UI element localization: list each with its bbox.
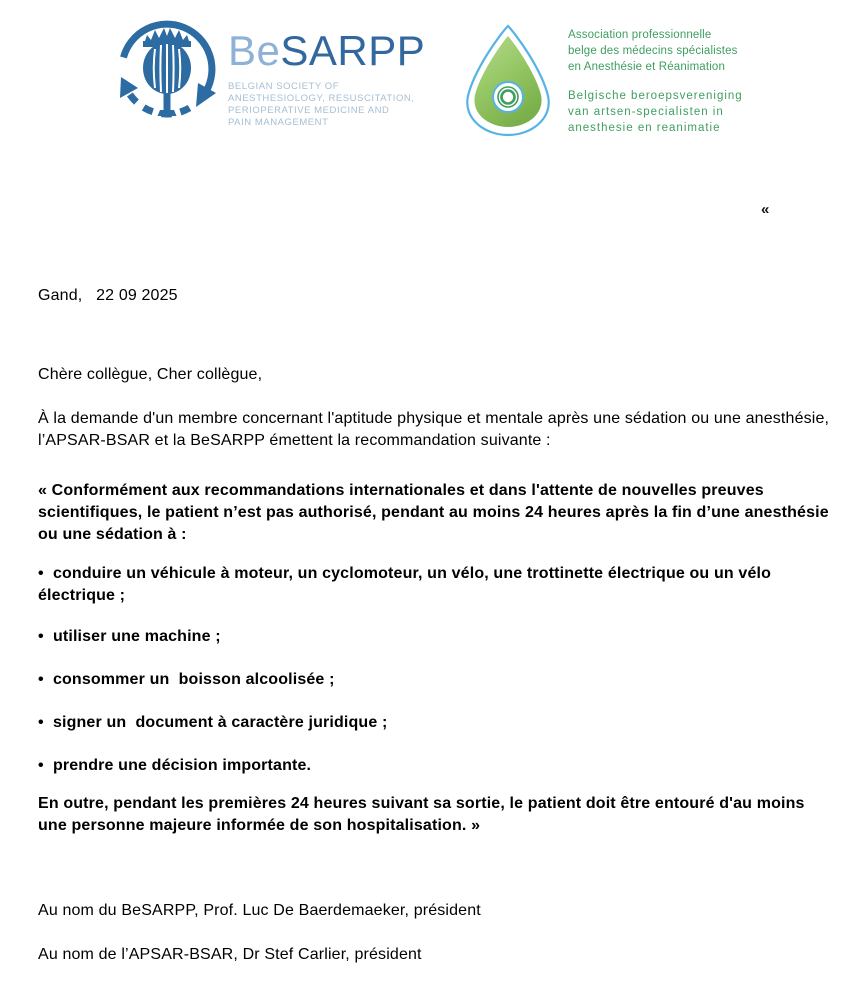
- besarpp-logo-text: [228, 28, 448, 129]
- wordmark-sarpp: SARPP: [280, 27, 426, 74]
- anesthesia-mask-icon: [456, 20, 560, 144]
- subtitle-line: PAIN MANAGEMENT: [228, 117, 329, 128]
- apsar-text-line: anesthesie en reanimatie: [568, 122, 721, 134]
- apsar-text-line: en Anesthésie et Réanimation: [568, 61, 725, 73]
- recommendation-item: • prendre une décision importante.: [38, 757, 312, 774]
- dateline: Gand, 22 09 2025: [38, 287, 178, 304]
- salutation: Chère collègue, Cher collègue,: [38, 366, 263, 383]
- apsar-logo-text: [568, 27, 743, 136]
- recommendation-item: • consommer un boisson alcoolisée ;: [38, 671, 335, 688]
- recommendation-item: • signer un document à caractère juridique ;: [38, 714, 388, 731]
- apsar-dutch-lines: [568, 88, 743, 136]
- intro-paragraph: À la demande d'un membre concernant l'aptitude physique et mentale après une sédation ou une anesthésie, l’APSAR-BSAR et la BeSARPP émettent la recommandation suivante :: [38, 410, 834, 449]
- subtitle-line: PERIOPERATIVE MEDICINE AND: [228, 105, 390, 116]
- recommendation-opening: « Conformément aux recommandations internationales et dans l'attente de nouvelles preuves scientifiques, le patient n’est pas authorisé, pendant au moins 24 heures après la fin d’une anesthésie ou une sédation à :: [38, 482, 834, 543]
- besarpp-wordmark: [228, 28, 448, 74]
- recommendation-item: • conduire un véhicule à moteur, un cyclomoteur, un vélo, une trottinette électrique ou un vélo électrique ;: [38, 565, 776, 604]
- letter-body: [38, 285, 832, 966]
- subtitle-line: ANESTHESIOLOGY, RESUSCITATION,: [228, 93, 415, 104]
- apsar-text-line: Belgische beroepsvereniging: [568, 90, 743, 102]
- recommendation-closing: En outre, pendant les premières 24 heures suivant sa sortie, le patient doit être entouré d'au moins une personne majeure informée de son hospitalisation. »: [38, 795, 810, 834]
- wordmark-be: Be: [228, 27, 281, 74]
- apsar-text-line: Association professionnelle: [568, 29, 712, 41]
- apsar-text-line: belge des médecins spécialistes: [568, 45, 738, 57]
- subtitle-line: BELGIAN SOCIETY OF: [228, 81, 340, 92]
- apsar-text-line: van artsen-specialisten in: [568, 106, 724, 118]
- signature-line: Au nom de l’APSAR-BSAR, Dr Stef Carlier, président: [38, 946, 422, 963]
- besarpp-subtitle: [228, 81, 448, 129]
- poppy-circular-arrows-icon: [114, 13, 224, 127]
- signature-line: Au nom du BeSARPP, Prof. Luc De Baerdemaeker, président: [38, 902, 481, 919]
- apsar-french-lines: [568, 27, 743, 75]
- recommendation-item: • utiliser une machine ;: [38, 628, 221, 645]
- stray-guillemet: «: [761, 201, 770, 218]
